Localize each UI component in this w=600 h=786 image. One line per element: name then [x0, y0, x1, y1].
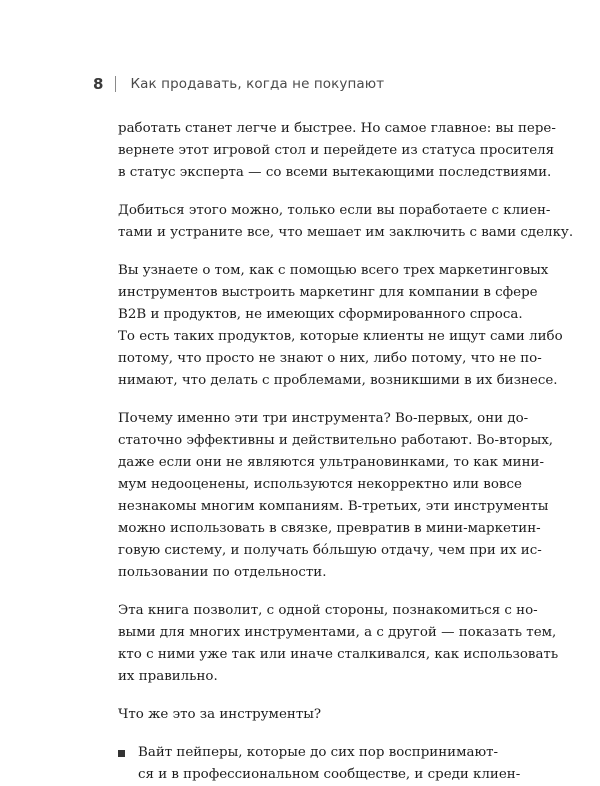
paragraph-5 — [118, 600, 559, 688]
body-text — [118, 118, 574, 786]
list-item — [118, 742, 521, 786]
text-line: статочно эффективны и действительно работают. Во-вторых, — [118, 433, 554, 448]
text-line: в статус эксперта — со всеми вытекающими последствиями. — [118, 165, 552, 180]
text-line: выми для многих инструментами, а с другой — показать тем, — [118, 625, 557, 640]
list-item-text — [118, 742, 521, 786]
text-line: незнакомы многим компаниям. В-третьих, эти инструменты — [118, 499, 549, 514]
text-line: нимают, что делать с проблемами, возникшими в их бизнесе. — [118, 373, 558, 388]
text-line: даже если они не являются ультрановинками, то как мини- — [118, 455, 544, 470]
text-line: Вы узнаете о том, как с помощью всего трех маркетинговых — [118, 263, 549, 278]
text-line: вернете этот игровой стол и перейдете из статуса просителя — [118, 143, 555, 158]
page-number: 8 — [93, 75, 104, 93]
text-line: работать станет легче и быстрее. Но самое главное: вы пере- — [118, 121, 556, 136]
text-line: мум недооценены, используются некорректно или вовсе — [118, 477, 522, 492]
text-line: инструментов выстроить маркетинг для компании в сфере — [118, 285, 538, 300]
text-line: Что же это за инструменты? — [118, 707, 322, 722]
text-line: потому, что просто не знают о них, либо потому, что не по- — [118, 351, 542, 366]
paragraph-3 — [118, 260, 563, 392]
text-line: говую систему, и получать бóльшую отдачу, чем при их ис- — [118, 543, 542, 558]
text-line: То есть таких продуктов, которые клиенты не ищут сами либо — [118, 329, 563, 344]
running-head — [93, 74, 384, 94]
text-line: можно использовать в связке, превратив в мини-маркетин- — [118, 521, 541, 536]
text-line: пользовании по отдельности. — [118, 565, 327, 580]
paragraph-4 — [118, 408, 554, 584]
paragraph-6 — [118, 704, 486, 726]
text-line: B2B и продуктов, не имеющих сформированного спроса. — [118, 307, 523, 322]
text-line: Почему именно эти три инструмента? Во-первых, они до- — [118, 411, 529, 426]
text-line: тами и устраните все, что мешает им заключить с вами сделку. — [118, 225, 574, 240]
text-line: Добиться этого можно, только если вы поработаете с клиен- — [118, 203, 551, 218]
text-line: кто с ними уже так или иначе сталкивался, как использовать — [118, 647, 559, 662]
square-bullet-icon — [118, 750, 125, 757]
text-line: ся и в профессиональном сообществе, и среди клиен- — [138, 767, 521, 782]
header-divider — [115, 76, 116, 92]
text-line: Эта книга позволит, с одной стороны, познакомиться с но- — [118, 603, 538, 618]
book-title: Как продавать, когда не покупают — [130, 76, 385, 92]
paragraph-1 — [118, 118, 556, 184]
paragraph-2 — [118, 200, 574, 244]
text-line: их правильно. — [118, 669, 218, 684]
text-line: Вайт пейперы, которые до сих пор воспринимают- — [138, 745, 499, 760]
